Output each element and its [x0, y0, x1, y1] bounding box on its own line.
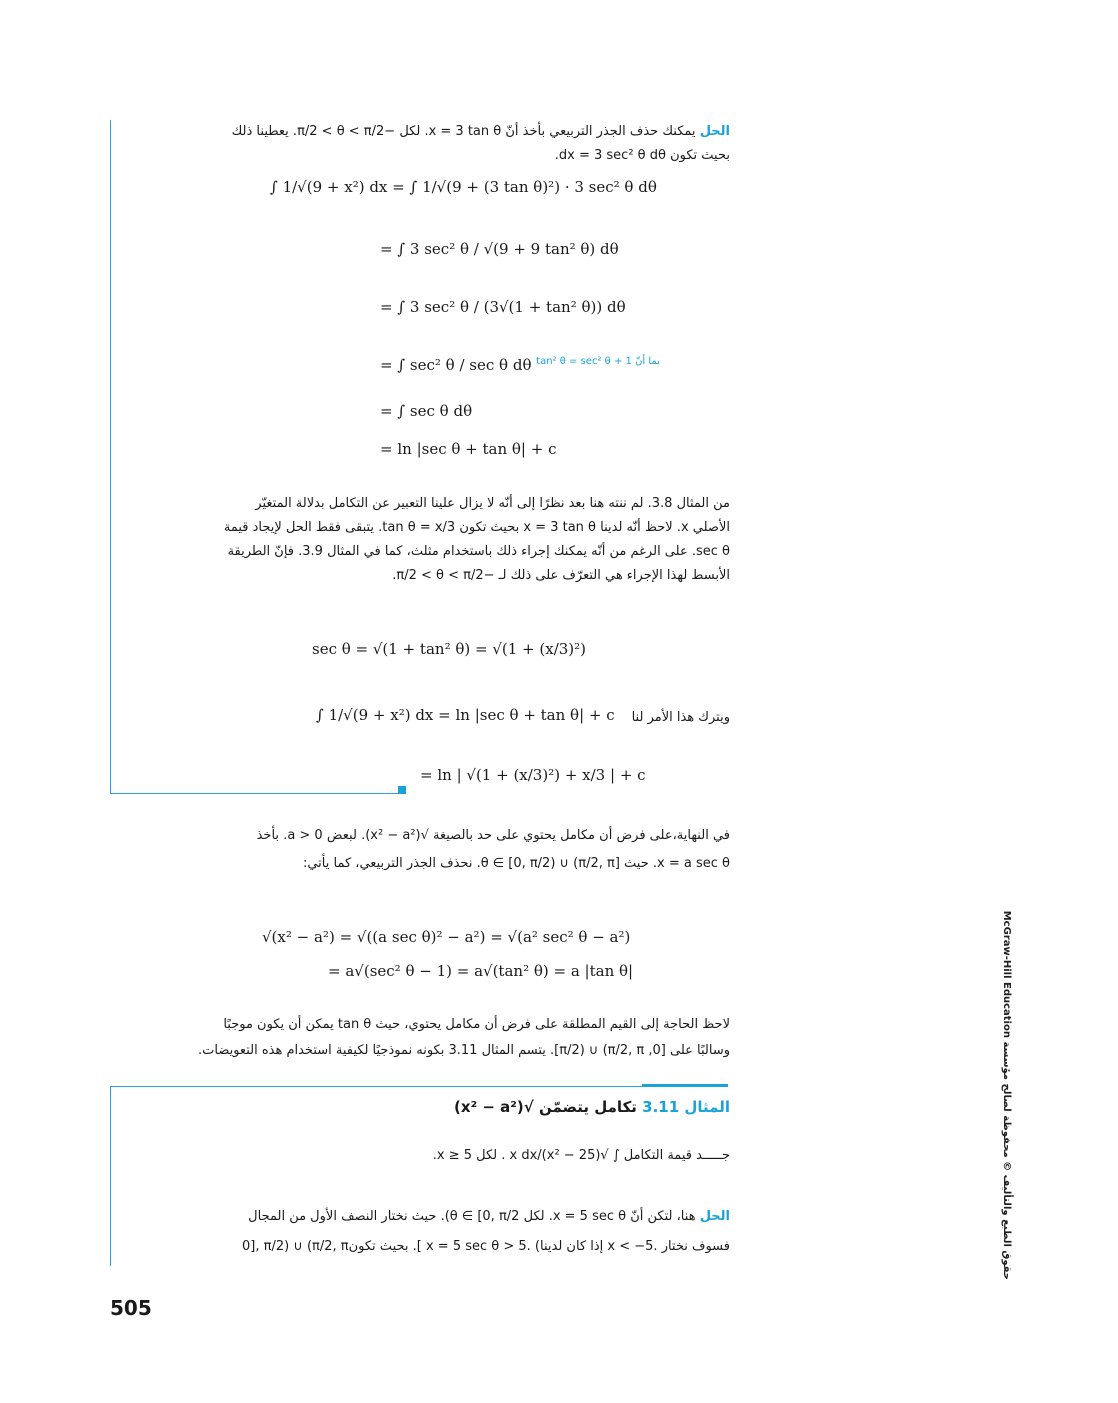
- paragraph-2-line-1: في النهاية،على فرض أن مكامل يحتوي على حد بالصيغة √(x² − a²). لبعض a > 0. بأخذ: [256, 828, 730, 843]
- paragraph-1: [160, 492, 730, 588]
- example-header-rule: [110, 1086, 642, 1087]
- example-title: تكامل يتضمّن √(x² − a²): [454, 1098, 637, 1116]
- solution-2-line-2: [0, π/2) ∪ (π/2, π]. بحيث تكون x = 5 sec θ > 5. (إذا كان لدينا x < −5. فسوف نختار: [242, 1239, 730, 1254]
- equation-line-4: = ∫ sec² θ / sec θ dθ: [380, 356, 532, 374]
- solution-1-line-2: بحيث تكون dx = 3 sec² θ dθ.: [554, 148, 730, 163]
- section-bottom-rule: [110, 793, 400, 794]
- paragraph-3: [140, 1012, 730, 1064]
- final-integral-line-2: = ln | √(1 + (x/3)²) + x/3 | + c: [420, 766, 646, 784]
- solution-label: الحل: [699, 124, 730, 139]
- example-heading: [380, 1098, 730, 1116]
- solution-1-line-1: يمكنك حذف الجذر التربيعي بأخذ أنّ x = 3 tan θ. لكل −π/2 < θ < π/2. يعطينا ذلك: [231, 124, 696, 139]
- copyright-sidebar: حقوق الطبع والتأليف © محفوظة لصالح مؤسسة McGraw-Hill Education: [1001, 910, 1012, 1280]
- paragraph-3-line-2: وسالبًا على [0, π/2) ∪ (π/2, π]. يتسم المثال 3.11 بكونه نموذجيًا لكيفية استخدام هذه التعويضات.: [197, 1043, 730, 1058]
- example-left-rule: [110, 1086, 111, 1266]
- paragraph-2: [160, 822, 730, 878]
- equation-line-2: = ∫ 3 sec² θ / √(9 + 9 tan² θ) dθ: [380, 240, 619, 258]
- paragraph-1-line-1: من المثال 3.8. لم ننته هنا بعد نظرًا إلى أنّه لا يزال علينا التعبير عن التكامل بدلالة المتغيّر: [255, 496, 730, 511]
- page-number: 505: [110, 1296, 152, 1320]
- sec-theta-equation: sec θ = √(1 + tan² θ) = √(1 + (x/3)²): [312, 640, 587, 658]
- example-header-accent: [642, 1084, 728, 1087]
- solution-2-line-1: هنا، لتكن أنّ x = 5 sec θ. لكل θ ∈ [0, π/2). حيث نختار النصف الأول من المجال: [248, 1209, 696, 1224]
- root-equation-line-2: = a√(sec² θ − 1) = a√(tan² θ) = a |tan θ|: [328, 962, 634, 980]
- equation-note: بما أنّ 1 + tan² θ = sec² θ: [536, 356, 660, 367]
- equation-line-6: = ln |sec θ + tan θ| + c: [380, 440, 557, 458]
- left-margin-rule: [110, 120, 111, 794]
- root-equation-line-1: √(x² − a²) = √((a sec θ)² − a²) = √(a² sec² θ − a²): [262, 928, 631, 946]
- paragraph-1-line-2: الأصلي x. لاحظ أنّه لدينا x = 3 tan θ بحيث تكون tan θ = x/3. يتبقى فقط الحل لإيجاد قيمة: [223, 520, 730, 535]
- paragraph-2-line-2: x = a sec θ. حيث θ ∈ [0, π/2) ∪ (π/2, π]. نحذف الجذر التربيعي، كما يأتي:: [302, 856, 730, 871]
- solution-2-text: [150, 1202, 730, 1262]
- solution-2-label: الحل: [699, 1209, 730, 1224]
- paragraph-1-line-3: sec θ. على الرغم من أنّه يمكنك إجراء ذلك باستخدام مثلث، كما في المثال 3.9. فإنّ الطريقة: [227, 544, 730, 559]
- equation-line-5: = ∫ sec θ dθ: [380, 402, 473, 420]
- equation-line-3: = ∫ 3 sec² θ / (3√(1 + tan² θ)) dθ: [380, 298, 626, 316]
- paragraph-1-line-4: الأبسط لهذا الإجراء هي التعرّف على ذلك لـ −π/2 < θ < π/2.: [392, 568, 730, 583]
- solution-1-text: [160, 120, 730, 168]
- end-of-solution-marker: [398, 786, 406, 794]
- example-task: جـــــد قيمة التكامل ∫ √(x² − 25)/x dx . لكل x ≥ 5.: [432, 1148, 730, 1163]
- leave-text: ويترك هذا الأمر لنا: [631, 710, 730, 725]
- final-integral-line-1: ∫ 1/√(9 + x²) dx = ln |sec θ + tan θ| + c: [316, 706, 615, 724]
- equation-line-1: ∫ 1/√(9 + x²) dx = ∫ 1/√(9 + (3 tan θ)²) · 3 sec² θ dθ: [270, 178, 657, 196]
- example-label: المثال 3.11: [642, 1098, 730, 1116]
- paragraph-3-line-1: لاحظ الحاجة إلى القيم المطلقة على فرض أن مكامل يحتوي، حيث tan θ يمكن أن يكون موجبًا: [223, 1017, 730, 1032]
